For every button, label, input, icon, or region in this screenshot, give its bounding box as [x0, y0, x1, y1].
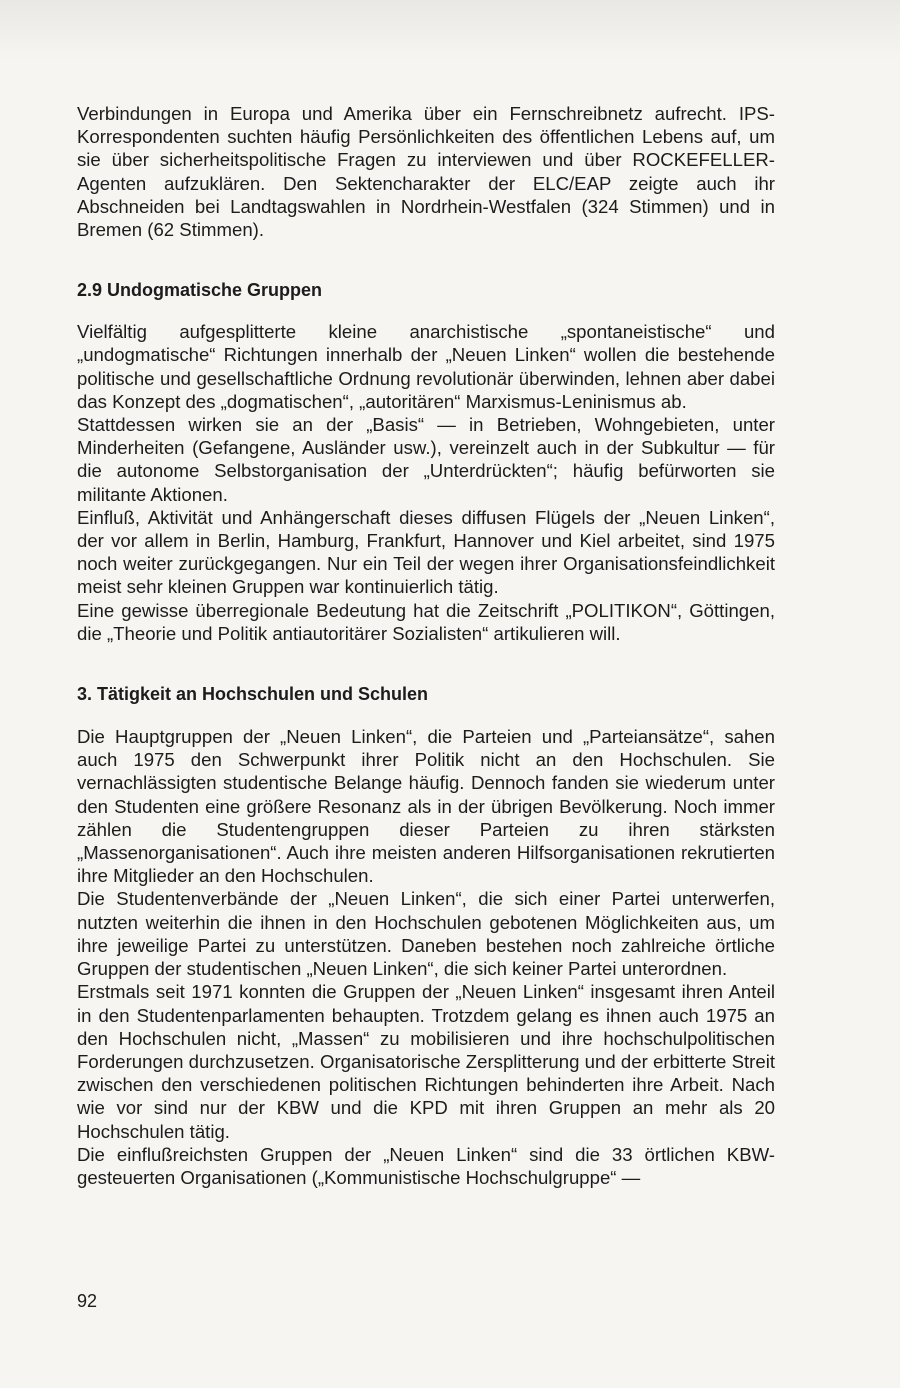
paragraph: Die Hauptgruppen der „Neuen Linken“, die Parteien und „Parteiansätze“, sahen auch 1975 den Schwerpunkt ihrer Politik nicht an den Hochschulen. Sie vernachlässigten studentische Belange häufig. Dennoch fanden sie wiederum unter den Studenten eine größere Resonanz als in der übrigen Bevölkerung. Noch immer zählen die Studentengruppen dieser Parteien zu ihren stärksten „Massenorganisationen“. Auch ihre meisten anderen Hilfsorganisationen rekrutierten ihre Mitglieder an den Hochschulen. — [77, 726, 775, 887]
paragraph: Erstmals seit 1971 konnten die Gruppen der „Neuen Linken“ insgesamt ihren Anteil in den Studentenparlamenten behaupten. Trotzdem gelang es ihnen auch 1975 an den Hochschulen nicht, „Massen“ zu mobilisieren und ihre hochschulpolitischen Forderungen durchzusetzen. Organisatorische Zersplitterung und der erbitterte Streit zwischen den verschiedenen politischen Richtungen behinderten ihre Arbeit. Nach wie vor sind nur der KBW und die KPD mit ihren Gruppen an mehr als 20 Hochschulen tätig. — [77, 981, 775, 1142]
paragraph: Stattdessen wirken sie an der „Basis“ — in Betrieben, Wohngebieten, unter Minderheiten (Gefangene, Ausländer usw.), vereinzelt auch in der Subkultur — für die autonome Selbstorganisation der „Unterdrückten“; häufig befürworten sie militante Aktionen. — [77, 414, 775, 505]
paragraph: Die einflußreichsten Gruppen der „Neuen Linken“ sind die 33 örtlichen KBW-gesteuerten Organisationen („Kommunistische Hochschulgruppe“ — — [77, 1143, 775, 1188]
section-heading-2-9: 2.9 Undogmatische Gruppen — [77, 280, 323, 301]
page-number: 92 — [77, 1291, 98, 1311]
intro-paragraph: Verbindungen in Europa und Amerika über ein Fernschreibnetz aufrecht. IPS-Korrespondenten suchten häufig Persönlichkeiten des öffentlichen Lebens auf, um sie über sicherheitspolitische Fragen zu interviewen und über ROCKEFELLER-Agenten aufzuklären. Den Sektencharakter der ELC/EAP zeigte auch ihr Abschneiden bei Landtagswahlen in Nordrhein-Westfalen (324 Stimmen) und in Bremen (62 Stimmen). — [77, 103, 775, 241]
paragraph: Vielfältig aufgesplitterte kleine anarchistische „spontaneistische“ und „undogmatische“ Richtungen innerhalb der „Neuen Linken“ wollen die bestehende politische und gesellschaftliche Ordnung revolutionär überwinden, lehnen aber dabei das Konzept des „dogmatischen“, „autoritären“ Marxismus-Leninismus ab. — [77, 321, 775, 412]
paragraph: Eine gewisse überregionale Bedeutung hat die Zeitschrift „POLITIKON“, Göttingen, die „Theorie und Politik antiautoritärer Sozialisten“ artikulieren will. — [77, 599, 775, 644]
paragraph: Die Studentenverbände der „Neuen Linken“, die sich einer Partei unterwerfen, nutzten weiterhin die ihnen in den Hochschulen gebotenen Möglichkeiten aus, um ihre jeweilige Partei zu unterstützen. Daneben bestehen noch zahlreiche örtliche Gruppen der studentischen „Neuen Linken“, die sich keiner Partei unterordnen. — [77, 888, 775, 980]
page-edge-shading — [0, 0, 900, 60]
section-3-body — [77, 725, 775, 1189]
paragraph: Einfluß, Aktivität und Anhängerschaft dieses diffusen Flügels der „Neuen Linken“, der vor allem in Berlin, Hamburg, Frankfurt, Hannover und Kiel arbeitet, sind 1975 noch weiter zurückgegangen. Nur ein Teil der wegen ihrer Organisationsfeindlichkeit meist sehr kleinen Gruppen war kontinuierlich tätig. — [77, 506, 775, 598]
section-2-9-body — [77, 320, 775, 645]
section-heading-3: 3. Tätigkeit an Hochschulen und Schulen — [77, 684, 429, 705]
page-body — [77, 102, 775, 1189]
